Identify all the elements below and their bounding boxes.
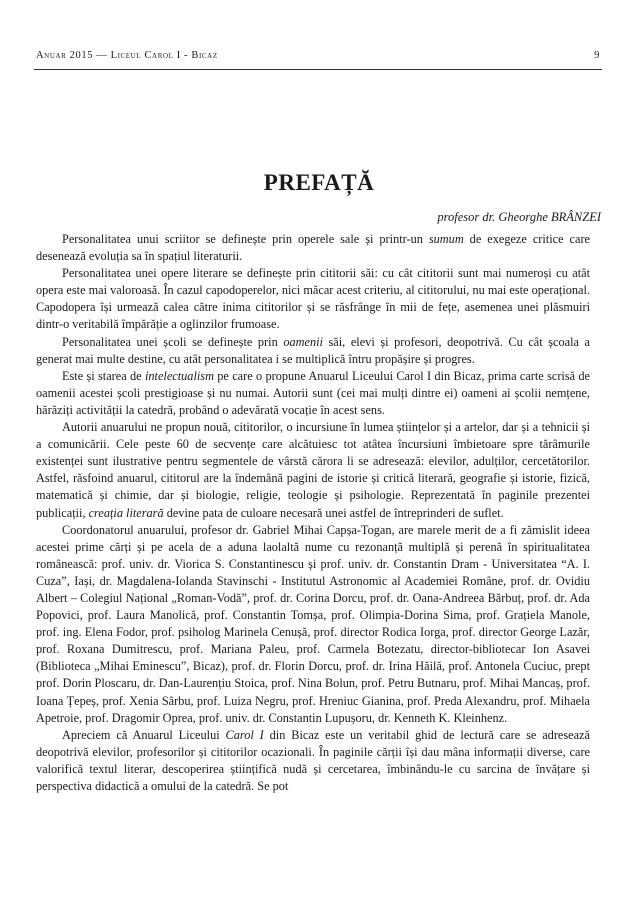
paragraph: Autorii anuarului ne propun nouă, cititorilor, o incursiune în lumea științelor și a artelor, dar și a tehnicii și a comunicării. Cele peste 60 de secvențe care alcătuiesc tot atâtea încursiuni îmbietoare spre tărâmurile existenței sunt ilustrative pentru segmentele de vârstă cărora li se adresează: elevilor, adulților, cercetătorilor. Astfel, răsfoind anuarul, cititorul are la îndemână pagini de istorie și critică literară, geografie și istorie, fizică, matematică și chimie, dar și biologie, religie, teologie și psihologie. Reprezentată în paginile prezentei publicații, creația literară devine pata de culoare necesară unei astfel de întreprinderi de suflet. bbox=[36, 420, 590, 520]
page-title: PREFAȚĂ bbox=[263, 170, 375, 195]
paragraph: Este și starea de intelectualism pe care o propune Anuarul Liceului Carol I din Bicaz, prima carte scrisă de oamenii acestei școli prestigioase și nu numai. Autorii sunt (cei mai mulți dintre ei) oameni ai școlii nemțene, hărăziți activității la catedră, probând o adevărată vocație în acest sens. bbox=[36, 368, 591, 417]
header-rule bbox=[34, 69, 602, 70]
author-line: profesor dr. Gheorghe BRÂNZEI bbox=[437, 210, 601, 224]
paragraph: Coordonatorul anuarului, profesor dr. Gabriel Mihai Capșa-Togan, are marele merit de a fi zămislit ideea acestei prime cărți și pe acela de a aduna laolaltă nume cu rezonanță multiplă și perenă în spiritualitatea românească: prof. univ. dr. Viorica S. Constantinescu și prof. univ. dr. Constantin Dram - Universitatea “A. I. Cuza”, Iași, dr. Magdalena-Iolanda Stavinschi - Institutul Astronomic al Academiei Române, prof. dr. Ovidiu Albert – Colegiul Național „Roman-Vodă”, prof. dr. Corina Dorcu, prof. dr. Oana-Andreea Bărbuț, prof. dr. Ada Popovici, prof. Laura Manolică, prof. Constantin Tomșa, prof. Olimpia-Dorina Sima, prof. Grațiela Manole, prof. ing. Elena Fodor, prof. psiholog Marinela Cenușă, prof. director Rodica Iorga, prof. director George Lazăr, prof. Roxana Dumitrescu, prof. Mariana Paleu, prof. Carmela Botezatu, director-bibliotecar Ion Asavei (Biblioteca „Mihai Eminescu”, Bicaz), prof. dr. Florin Dorcu, prof. dr. Irina Hăilă, prof. Antonela Cuciuc, prept prof. Dorin Ploscaru, dr. Dan-Laurențiu Stoica, prof. Nina Bolun, prof. Petru Butnaru, prof. Mihai Mancaș, prof. Ioana Țepeș, prof. Xenia Sârbu, prof. Luiza Negru, prof. Hreniuc Gianina, prof. Preda Alexandru, prof. Mihaela Apetroie, prof. Dragomir Oprea, prof. univ. dr. Constantin Lupușoru, dr. Kenneth K. Kleinhenz. bbox=[36, 522, 590, 725]
paragraph: Personalitatea unui scriitor se definește prin operele sale și printr-un sumum de exegeze critice care desenează evoluția sa în spațiul literaturii. bbox=[36, 232, 590, 264]
paragraph: Apreciem că Anuarul Liceului Carol I din Bicaz este un veritabil ghid de lectură care se adresează deopotrivă elevilor, profesorilor și cititorilor ocazionali. În paginile cărții își dau mâna informații diverse, care valorifică textul literar, descoperirea științifică nudă și cercetarea, îmbinându-le cu sarcina de învățare și perspectiva didactică a omului de la catedră. Se pot bbox=[36, 727, 590, 793]
body-text bbox=[36, 231, 590, 795]
running-header bbox=[36, 50, 600, 61]
running-title: Anuar 2015 — Liceul Carol I - Bicaz bbox=[36, 50, 218, 61]
page-number: 9 bbox=[594, 50, 600, 61]
paragraph: Personalitatea unei școli se definește prin oamenii săi, elevi și profesori, deopotrivă. Cu cât școala a generat mai multe destine, cu atât personalitatea i se multiplică întru propășire și progres. bbox=[36, 334, 591, 366]
paragraph: Personalitatea unei opere literare se definește prin cititorii săi: cu cât cititorii sunt mai numeroși cu atât opera este mai valoroasă. În cazul capodoperelor, nici măcar acest criteriu, al cititorului, nu mai este operațional. Capodopera își urmează calea către inima cititorilor și se răsfrânge în mii de fețe, asemenea unei plăsmuiri dintr-o veritabilă împărăție a oglinzilor frumoase. bbox=[36, 266, 590, 332]
